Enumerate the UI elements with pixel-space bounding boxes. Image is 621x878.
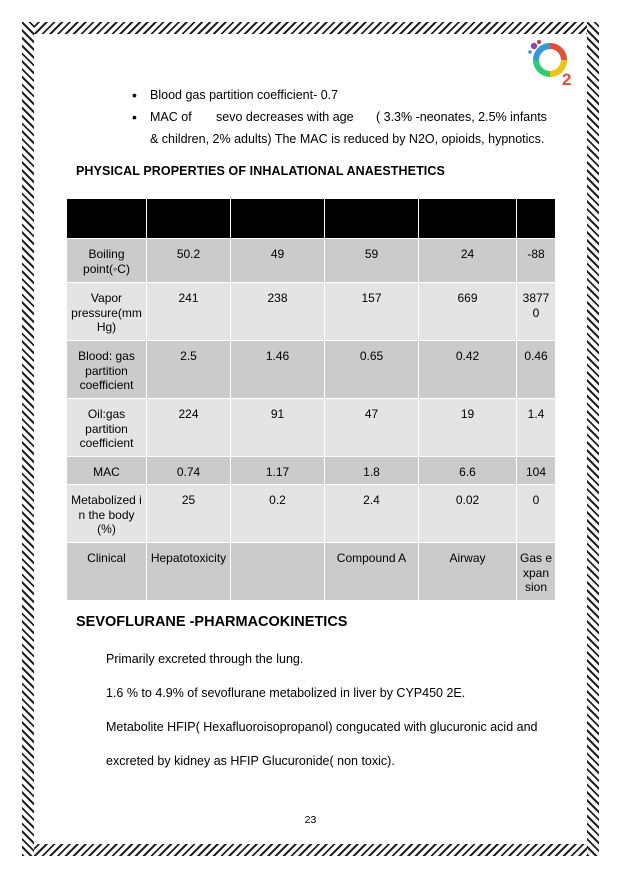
bullet-text-part: sevo decreases with age — [216, 110, 354, 124]
table-cell: 91 — [231, 399, 325, 457]
table-cell: 0.46 — [517, 341, 556, 399]
table-cell: 0.2 — [231, 485, 325, 543]
table-cell: 224 — [147, 399, 231, 457]
section-heading: SEVOFLURANE -PHARMACOKINETICS — [76, 614, 348, 630]
row-label: Blood: gas partition coefficient — [67, 341, 147, 399]
table-cell: 157 — [325, 283, 419, 341]
page-border-right — [587, 22, 599, 856]
table-cell: 1.4 — [517, 399, 556, 457]
header-cell — [517, 199, 556, 239]
table-cell: 24 — [419, 239, 517, 283]
svg-text:2: 2 — [562, 70, 572, 88]
row-label: Clinical — [67, 543, 147, 601]
table-cell: 19 — [419, 399, 517, 457]
table-cell: 241 — [147, 283, 231, 341]
paragraph: excreted by kidney as HFIP Glucuronide( non toxic). — [106, 754, 395, 768]
bullet-item — [130, 106, 560, 128]
table-cell: 25 — [147, 485, 231, 543]
table-row — [67, 399, 556, 457]
table-cell: 59 — [325, 239, 419, 283]
table-cell: 0.02 — [419, 485, 517, 543]
table-cell: 1.17 — [231, 457, 325, 485]
row-label: MAC — [67, 457, 147, 485]
table-row — [67, 485, 556, 543]
table-row — [67, 457, 556, 485]
row-label: Boiling point(◦C) — [67, 239, 147, 283]
page-border-left — [22, 22, 34, 856]
row-label: Metabolized in the body (%) — [67, 485, 147, 543]
table-cell: -88 — [517, 239, 556, 283]
table-cell: 238 — [231, 283, 325, 341]
table-cell: 104 — [517, 457, 556, 485]
properties-table — [66, 198, 556, 601]
header-cell — [325, 199, 419, 239]
header-cell — [419, 199, 517, 239]
table-cell: 1.46 — [231, 341, 325, 399]
table-cell — [231, 543, 325, 601]
table-cell: 0 — [517, 485, 556, 543]
table-cell: 669 — [419, 283, 517, 341]
table-cell: Gas expansion — [517, 543, 556, 601]
header-cell — [147, 199, 231, 239]
table-cell: 2.5 — [147, 341, 231, 399]
table-cell: 2.4 — [325, 485, 419, 543]
bullet-list — [130, 84, 560, 150]
page-border-top — [22, 22, 599, 34]
table-cell: Hepatotoxicity — [147, 543, 231, 601]
header-cell — [67, 199, 147, 239]
table-cell: 0.74 — [147, 457, 231, 485]
table-row — [67, 341, 556, 399]
table-row — [67, 543, 556, 601]
bullet-continuation — [130, 128, 560, 150]
table-cell: 0.65 — [325, 341, 419, 399]
row-label: Oil:gas partition coefficient — [67, 399, 147, 457]
table-cell: 49 — [231, 239, 325, 283]
table-cell: Compound A — [325, 543, 419, 601]
bullet-text: Blood gas partition coefficient- 0.7 — [150, 88, 339, 102]
page-border-bottom — [22, 844, 599, 856]
bullet-text-part: ( 3.3% -neonates, 2.5% infants — [376, 110, 547, 124]
table-cell: 0.42 — [419, 341, 517, 399]
section-title: PHYSICAL PROPERTIES OF INHALATIONAL ANAESTHETICS — [76, 164, 445, 178]
page-number: 23 — [304, 814, 317, 826]
table-row — [67, 239, 556, 283]
table-cell: 50.2 — [147, 239, 231, 283]
table-cell: 38770 — [517, 283, 556, 341]
table-cell: 47 — [325, 399, 419, 457]
header-cell — [231, 199, 325, 239]
o2-logo-icon — [524, 38, 580, 88]
row-label: Vapor pressure(mm Hg) — [67, 283, 147, 341]
paragraph: 1.6 % to 4.9% of sevoflurane metabolized in liver by CYP450 2E. — [106, 686, 466, 700]
bullet-text-part: MAC of — [150, 110, 192, 124]
table-cell: 1.8 — [325, 457, 419, 485]
table-row — [67, 283, 556, 341]
bullet-text-part: & children, 2% adults) The MAC is reduced by N2O, opioids, hypnotics. — [150, 132, 545, 146]
paragraph: Primarily excreted through the lung. — [106, 652, 304, 666]
bullet-item — [130, 84, 560, 106]
table-header-row — [67, 199, 556, 239]
table-cell: 6.6 — [419, 457, 517, 485]
table-cell: Airway — [419, 543, 517, 601]
paragraph: Metabolite HFIP( Hexafluoroisopropanol) congucated with glucuronic acid and — [106, 720, 538, 734]
